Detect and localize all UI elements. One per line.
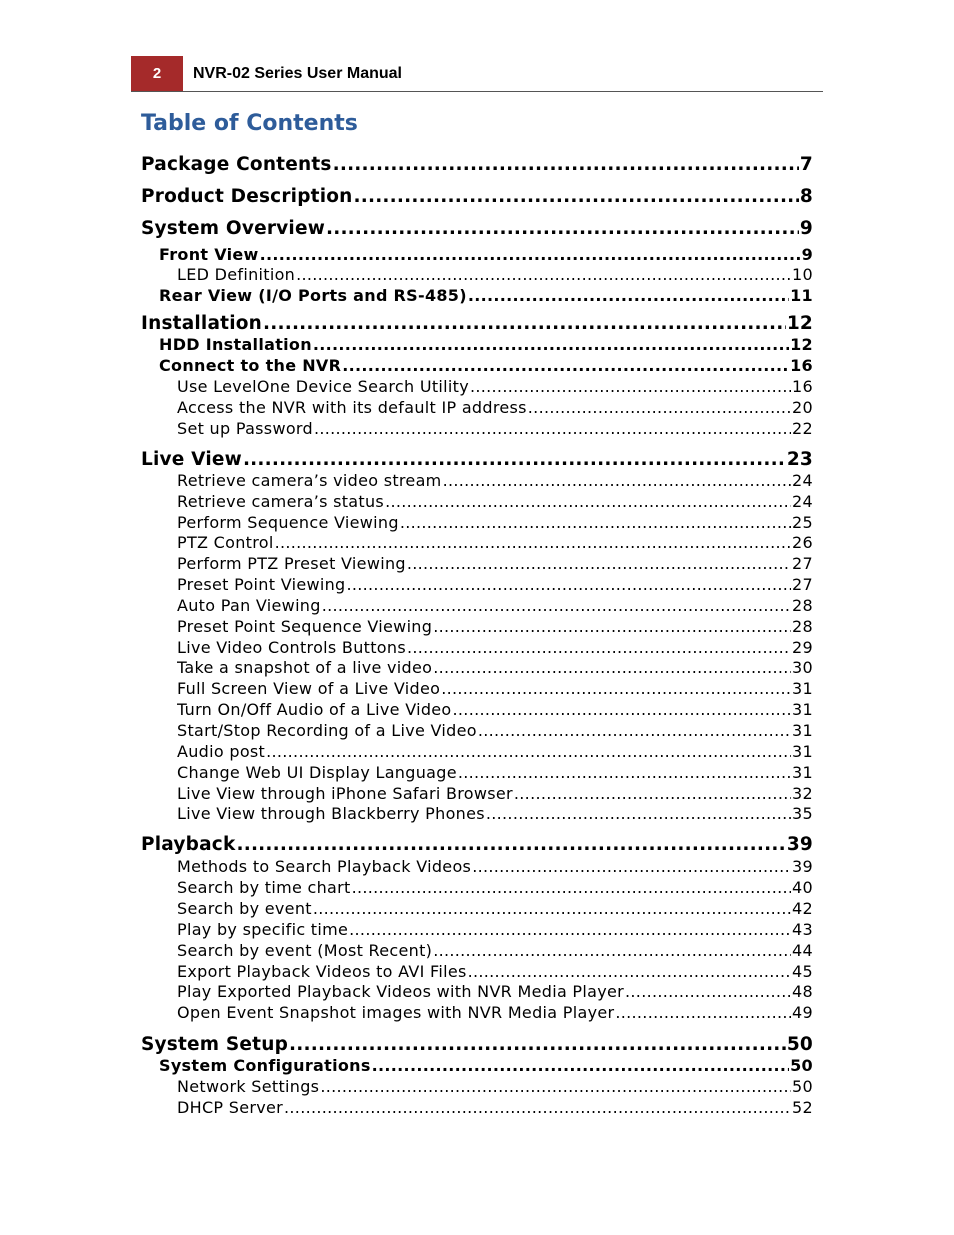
toc-entry-title: DHCP Server	[177, 1098, 284, 1117]
toc-entry[interactable]	[177, 940, 813, 961]
toc-entry[interactable]	[177, 898, 813, 919]
toc-entry-title: HDD Installation	[159, 335, 312, 354]
toc-entry[interactable]	[177, 574, 813, 595]
toc-entry[interactable]	[177, 741, 813, 762]
toc-entry-page: 50	[790, 1056, 813, 1075]
toc-entry-title: Search by time chart	[177, 878, 351, 897]
page-header	[131, 56, 823, 92]
toc-entry-page: 27	[792, 554, 813, 573]
dot-leader	[528, 397, 791, 418]
toc-entry-title: Perform Sequence Viewing	[177, 513, 399, 532]
toc-entry[interactable]	[177, 512, 813, 533]
toc-entry-title: Export Playback Videos to AVI Files	[177, 962, 467, 981]
dot-leader	[453, 699, 792, 720]
dot-leader	[400, 512, 791, 533]
toc-entry-page: 44	[792, 941, 813, 960]
dot-leader	[385, 491, 791, 512]
dot-leader	[313, 898, 791, 919]
toc-entry-page: 39	[792, 857, 813, 876]
toc-entry-page: 31	[792, 679, 813, 698]
toc-entry[interactable]	[177, 783, 813, 804]
toc-entry[interactable]	[141, 152, 813, 178]
toc-entry[interactable]	[177, 877, 813, 898]
toc-entry-page: 50	[792, 1077, 813, 1096]
dot-leader	[342, 355, 789, 376]
dot-leader	[326, 216, 799, 242]
toc-entry-title: Use LevelOne Device Search Utility	[177, 377, 469, 396]
toc-entry[interactable]	[177, 803, 813, 824]
toc-entry[interactable]	[177, 637, 813, 658]
toc-entry-page: 42	[792, 899, 813, 918]
toc-entry[interactable]	[177, 264, 813, 285]
toc-entry[interactable]	[159, 334, 813, 355]
toc-entry-page: 31	[792, 763, 813, 782]
toc-entry-title: Live View	[141, 449, 242, 470]
toc-entry[interactable]	[177, 553, 813, 574]
toc-entry-title: Turn On/Off Audio of a Live Video	[177, 700, 452, 719]
toc-entry-page: 27	[792, 575, 813, 594]
dot-leader	[433, 940, 791, 961]
toc-entry-page: 28	[792, 596, 813, 615]
toc-entry-page: 24	[792, 492, 813, 511]
toc-entry-page: 9	[799, 218, 813, 239]
toc-entry[interactable]	[177, 678, 813, 699]
toc-entry-page: 22	[792, 419, 813, 438]
toc-entry-page: 11	[790, 286, 813, 305]
dot-leader	[314, 418, 791, 439]
toc-entry-page: 45	[792, 962, 813, 981]
toc-entry-title: Perform PTZ Preset Viewing	[177, 554, 406, 573]
toc-heading: Table of Contents	[141, 111, 358, 136]
toc-entry[interactable]	[177, 532, 813, 553]
dot-leader	[260, 244, 801, 265]
dot-leader	[468, 285, 789, 306]
toc-entry[interactable]	[141, 184, 813, 210]
toc-entry-title: Network Settings	[177, 1077, 320, 1096]
page-number-badge: 2	[131, 56, 183, 91]
dot-leader	[615, 1002, 791, 1023]
toc-entry-title: Set up Password	[177, 419, 313, 438]
toc-entry-page: 16	[790, 356, 813, 375]
dot-leader	[625, 981, 791, 1002]
toc-entry-page: 12	[786, 313, 813, 334]
toc-entry-page: 43	[792, 920, 813, 939]
dot-leader	[372, 1055, 789, 1076]
toc-entry-page: 23	[786, 449, 813, 470]
toc-entry[interactable]	[177, 699, 813, 720]
dot-leader	[486, 803, 791, 824]
dot-leader	[352, 877, 791, 898]
toc-entry-title: Play by specific time	[177, 920, 349, 939]
toc-entry[interactable]	[177, 1002, 813, 1023]
dot-leader	[443, 470, 791, 491]
dot-leader	[468, 961, 791, 982]
dot-leader	[441, 678, 791, 699]
toc-entry-title: Change Web UI Display Language	[177, 763, 457, 782]
toc-entry-page: 35	[792, 804, 813, 823]
toc-entry-page: 49	[792, 1003, 813, 1022]
toc-entry[interactable]	[159, 1055, 813, 1076]
toc-entry-page: 29	[792, 638, 813, 657]
toc-entry-page: 8	[799, 186, 813, 207]
toc-entry-page: 26	[792, 533, 813, 552]
toc-entry-title: Retrieve camera’s video stream	[177, 471, 442, 490]
toc-entry-page: 48	[792, 982, 813, 1001]
toc-entry-title: Live Video Controls Buttons	[177, 638, 406, 657]
toc-entry-page: 9	[801, 245, 813, 264]
toc-entry-title: Retrieve camera’s status	[177, 492, 385, 511]
dot-leader	[347, 574, 792, 595]
toc-entry-page: 31	[792, 721, 813, 740]
dot-leader	[407, 637, 791, 658]
toc-entry[interactable]	[177, 470, 813, 491]
toc-entry[interactable]	[177, 1076, 813, 1097]
toc-entry-title: System Overview	[141, 218, 325, 239]
toc-entry-title: Package Contents	[141, 154, 332, 175]
toc-entry-page: 52	[792, 1098, 813, 1117]
dot-leader	[514, 783, 791, 804]
toc-entry-page: 7	[799, 154, 813, 175]
dot-leader	[266, 741, 791, 762]
dot-leader	[349, 919, 791, 940]
toc-entry-page: 31	[792, 700, 813, 719]
toc-entry[interactable]	[141, 832, 813, 858]
toc-entry[interactable]	[177, 961, 813, 982]
dot-leader	[296, 264, 791, 285]
dot-leader	[470, 376, 791, 397]
dot-leader	[333, 152, 799, 178]
dot-leader	[433, 657, 791, 678]
toc-entry-page: 24	[792, 471, 813, 490]
toc-entry[interactable]	[177, 919, 813, 940]
toc-entry-page: 50	[786, 1034, 813, 1055]
toc-entry-page: 12	[790, 335, 813, 354]
toc-entry[interactable]	[177, 397, 813, 418]
toc-entry[interactable]	[177, 595, 813, 616]
dot-leader	[284, 1097, 791, 1118]
toc-entry-title: PTZ Control	[177, 533, 274, 552]
toc-entry-title: Search by event (Most Recent)	[177, 941, 433, 960]
toc-entry[interactable]	[159, 244, 813, 265]
toc-entry-title: Open Event Snapshot images with NVR Media Player	[177, 1003, 615, 1022]
toc-entry-page: 31	[792, 742, 813, 761]
toc-entry-title: Play Exported Playback Videos with NVR Media Player	[177, 982, 625, 1001]
toc-entry-title: Preset Point Sequence Viewing	[177, 617, 433, 636]
toc-entry[interactable]	[159, 285, 813, 306]
toc-entry-title: Playback	[141, 834, 236, 855]
toc-entry-page: 32	[792, 784, 813, 803]
toc-entry[interactable]	[177, 657, 813, 678]
toc-entry[interactable]	[177, 376, 813, 397]
toc-entry[interactable]	[159, 355, 813, 376]
dot-leader	[458, 762, 791, 783]
dot-leader	[407, 553, 791, 574]
toc-entry-title: Front View	[159, 245, 259, 264]
toc-entry-title: Audio post	[177, 742, 266, 761]
toc-entry[interactable]	[177, 856, 813, 877]
toc-entry-page: 20	[792, 398, 813, 417]
toc-entry-title: Installation	[141, 313, 263, 334]
toc-entry-page: 16	[792, 377, 813, 396]
toc-entry-title: Rear View (I/O Ports and RS-485)	[159, 286, 467, 305]
dot-leader	[472, 856, 791, 877]
toc-entry[interactable]	[177, 418, 813, 439]
manual-title: NVR-02 Series User Manual	[193, 65, 402, 82]
toc-entry-title: Product Description	[141, 186, 353, 207]
dot-leader	[275, 532, 791, 553]
toc-entry[interactable]	[177, 616, 813, 637]
toc-entry[interactable]	[177, 491, 813, 512]
toc-entry-title: System Configurations	[159, 1056, 371, 1075]
toc-entry-title: Access the NVR with its default IP address	[177, 398, 527, 417]
toc-entry-title: Auto Pan Viewing	[177, 596, 321, 615]
toc-entry-title: Methods to Search Playback Videos	[177, 857, 472, 876]
toc-entry-title: Live View through Blackberry Phones	[177, 804, 485, 823]
toc-entry-title: Take a snapshot of a live video	[177, 658, 433, 677]
toc-entry-title: LED Definition	[177, 265, 296, 284]
toc-entry-title: Full Screen View of a Live Video	[177, 679, 441, 698]
toc-entry-title: Search by event	[177, 899, 312, 918]
toc-entry-page: 30	[792, 658, 813, 677]
toc-entry[interactable]	[141, 216, 813, 242]
toc-entry-page: 28	[792, 617, 813, 636]
toc-entry[interactable]	[177, 981, 813, 1002]
toc-entry-title: Connect to the NVR	[159, 356, 342, 375]
toc-entry-title: System Setup	[141, 1034, 289, 1055]
toc-entry-title: Start/Stop Recording of a Live Video	[177, 721, 477, 740]
toc-entry[interactable]	[177, 1097, 813, 1118]
dot-leader	[236, 832, 785, 858]
toc-entry-title: Live View through iPhone Safari Browser	[177, 784, 513, 803]
toc-entry-page: 40	[792, 878, 813, 897]
dot-leader	[354, 184, 799, 210]
toc-entry-title: Preset Point Viewing	[177, 575, 346, 594]
dot-leader	[320, 1076, 791, 1097]
dot-leader	[313, 334, 789, 355]
toc-entry-page: 10	[792, 265, 813, 284]
toc-entry-page: 25	[792, 513, 813, 532]
dot-leader	[322, 595, 791, 616]
dot-leader	[478, 720, 791, 741]
toc-entry[interactable]	[177, 720, 813, 741]
dot-leader	[433, 616, 791, 637]
toc-entry-page: 39	[786, 834, 813, 855]
toc-entry[interactable]	[177, 762, 813, 783]
